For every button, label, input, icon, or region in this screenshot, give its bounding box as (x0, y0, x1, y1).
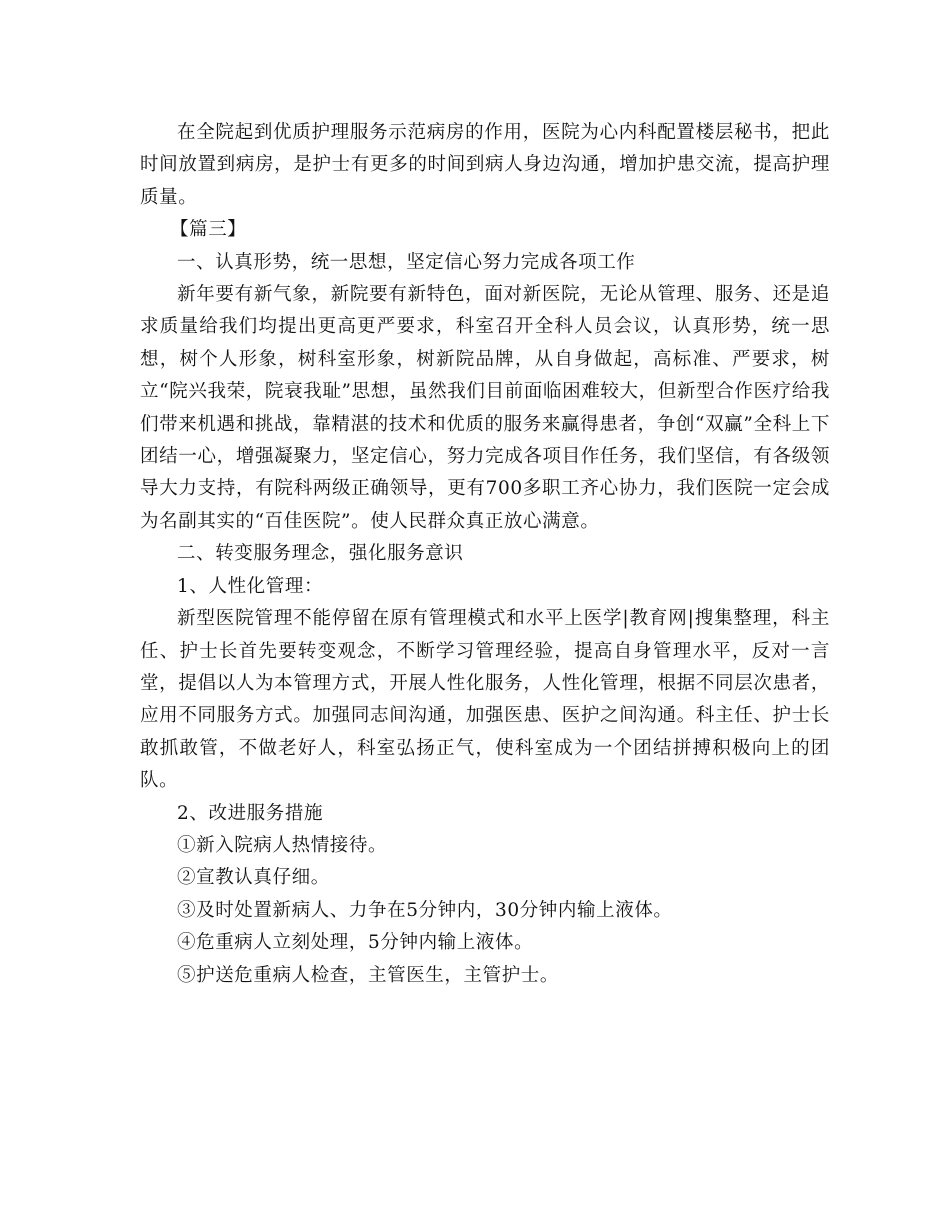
subheading-service-measures: 2、改进服务措施 (177, 802, 324, 824)
list-item-4: ④危重病人立刻处理，5分钟内输上液体。 (177, 932, 534, 954)
paragraph-new-year: 新年要有新气象，新院要有新特色，面对新医院，无论从管理、服务、还是追求质量给我们均提出更高更严要求，科室召开全科人员会议，认真形势，统一思想，树个人形象，树科室形象，树新院品牌，从自身做起，高标准、严要求，树立“院兴我荣，院衰我耻”思想，虽然我们目前面临困难较大，但新型合作医疗给我们带来机遇和挑战，靠精湛的技术和优质的服务来赢得患者，争创“双赢”全科上下团结一心，增强凝聚力，坚定信心，努力完成各项目作任务，我们坚信，有各级领导大力支持，有院科两级正确领导，更有700多职工齐心协力，我们医院一定会成为名副其实的“百佳医院”。使人民群众真正放心满意。 (140, 284, 830, 532)
subheading-humanized-management: 1、人性化管理： (177, 575, 324, 597)
heading-one: 一、认真形势，统一思想，坚定信心努力完成各项工作 (177, 251, 636, 273)
paragraph-management: 新型医院管理不能停留在原有管理模式和水平上医学|教育网|搜集整理，科主任、护士长首先要转变观念，不断学习管理经验，提高自身管理水平，反对一言堂，提倡以人为本管理方式，开展人性化服务，人性化管理，根据不同层次患者，应用不同服务方式。加强同志间沟通，加强医患、医护之间沟通。科主任、护士长敢抓敢管，不做老好人，科室弘扬正气，使科室成为一个团结拼搏积极向上的团队。 (140, 608, 830, 792)
list-item-3: ③及时处置新病人、力争在5分钟内，30分钟内输上液体。 (177, 899, 673, 921)
paragraph-intro: 在全院起到优质护理服务示范病房的作用，医院为心内科配置楼层秘书，把此时间放置到病房，是护士有更多的时间到病人身边沟通，增加护患交流，提高护理质量。 (140, 122, 830, 208)
section-heading-part-three: 【篇三】 (170, 219, 247, 241)
list-item-1: ①新入院病人热情接待。 (177, 834, 388, 856)
list-item-5: ⑤护送危重病人检查，主管医生，主管护士。 (177, 964, 560, 986)
list-item-2: ②宣教认真仔细。 (177, 867, 330, 889)
heading-two: 二、转变服务理念，强化服务意识 (177, 543, 464, 565)
document-body (140, 117, 830, 992)
